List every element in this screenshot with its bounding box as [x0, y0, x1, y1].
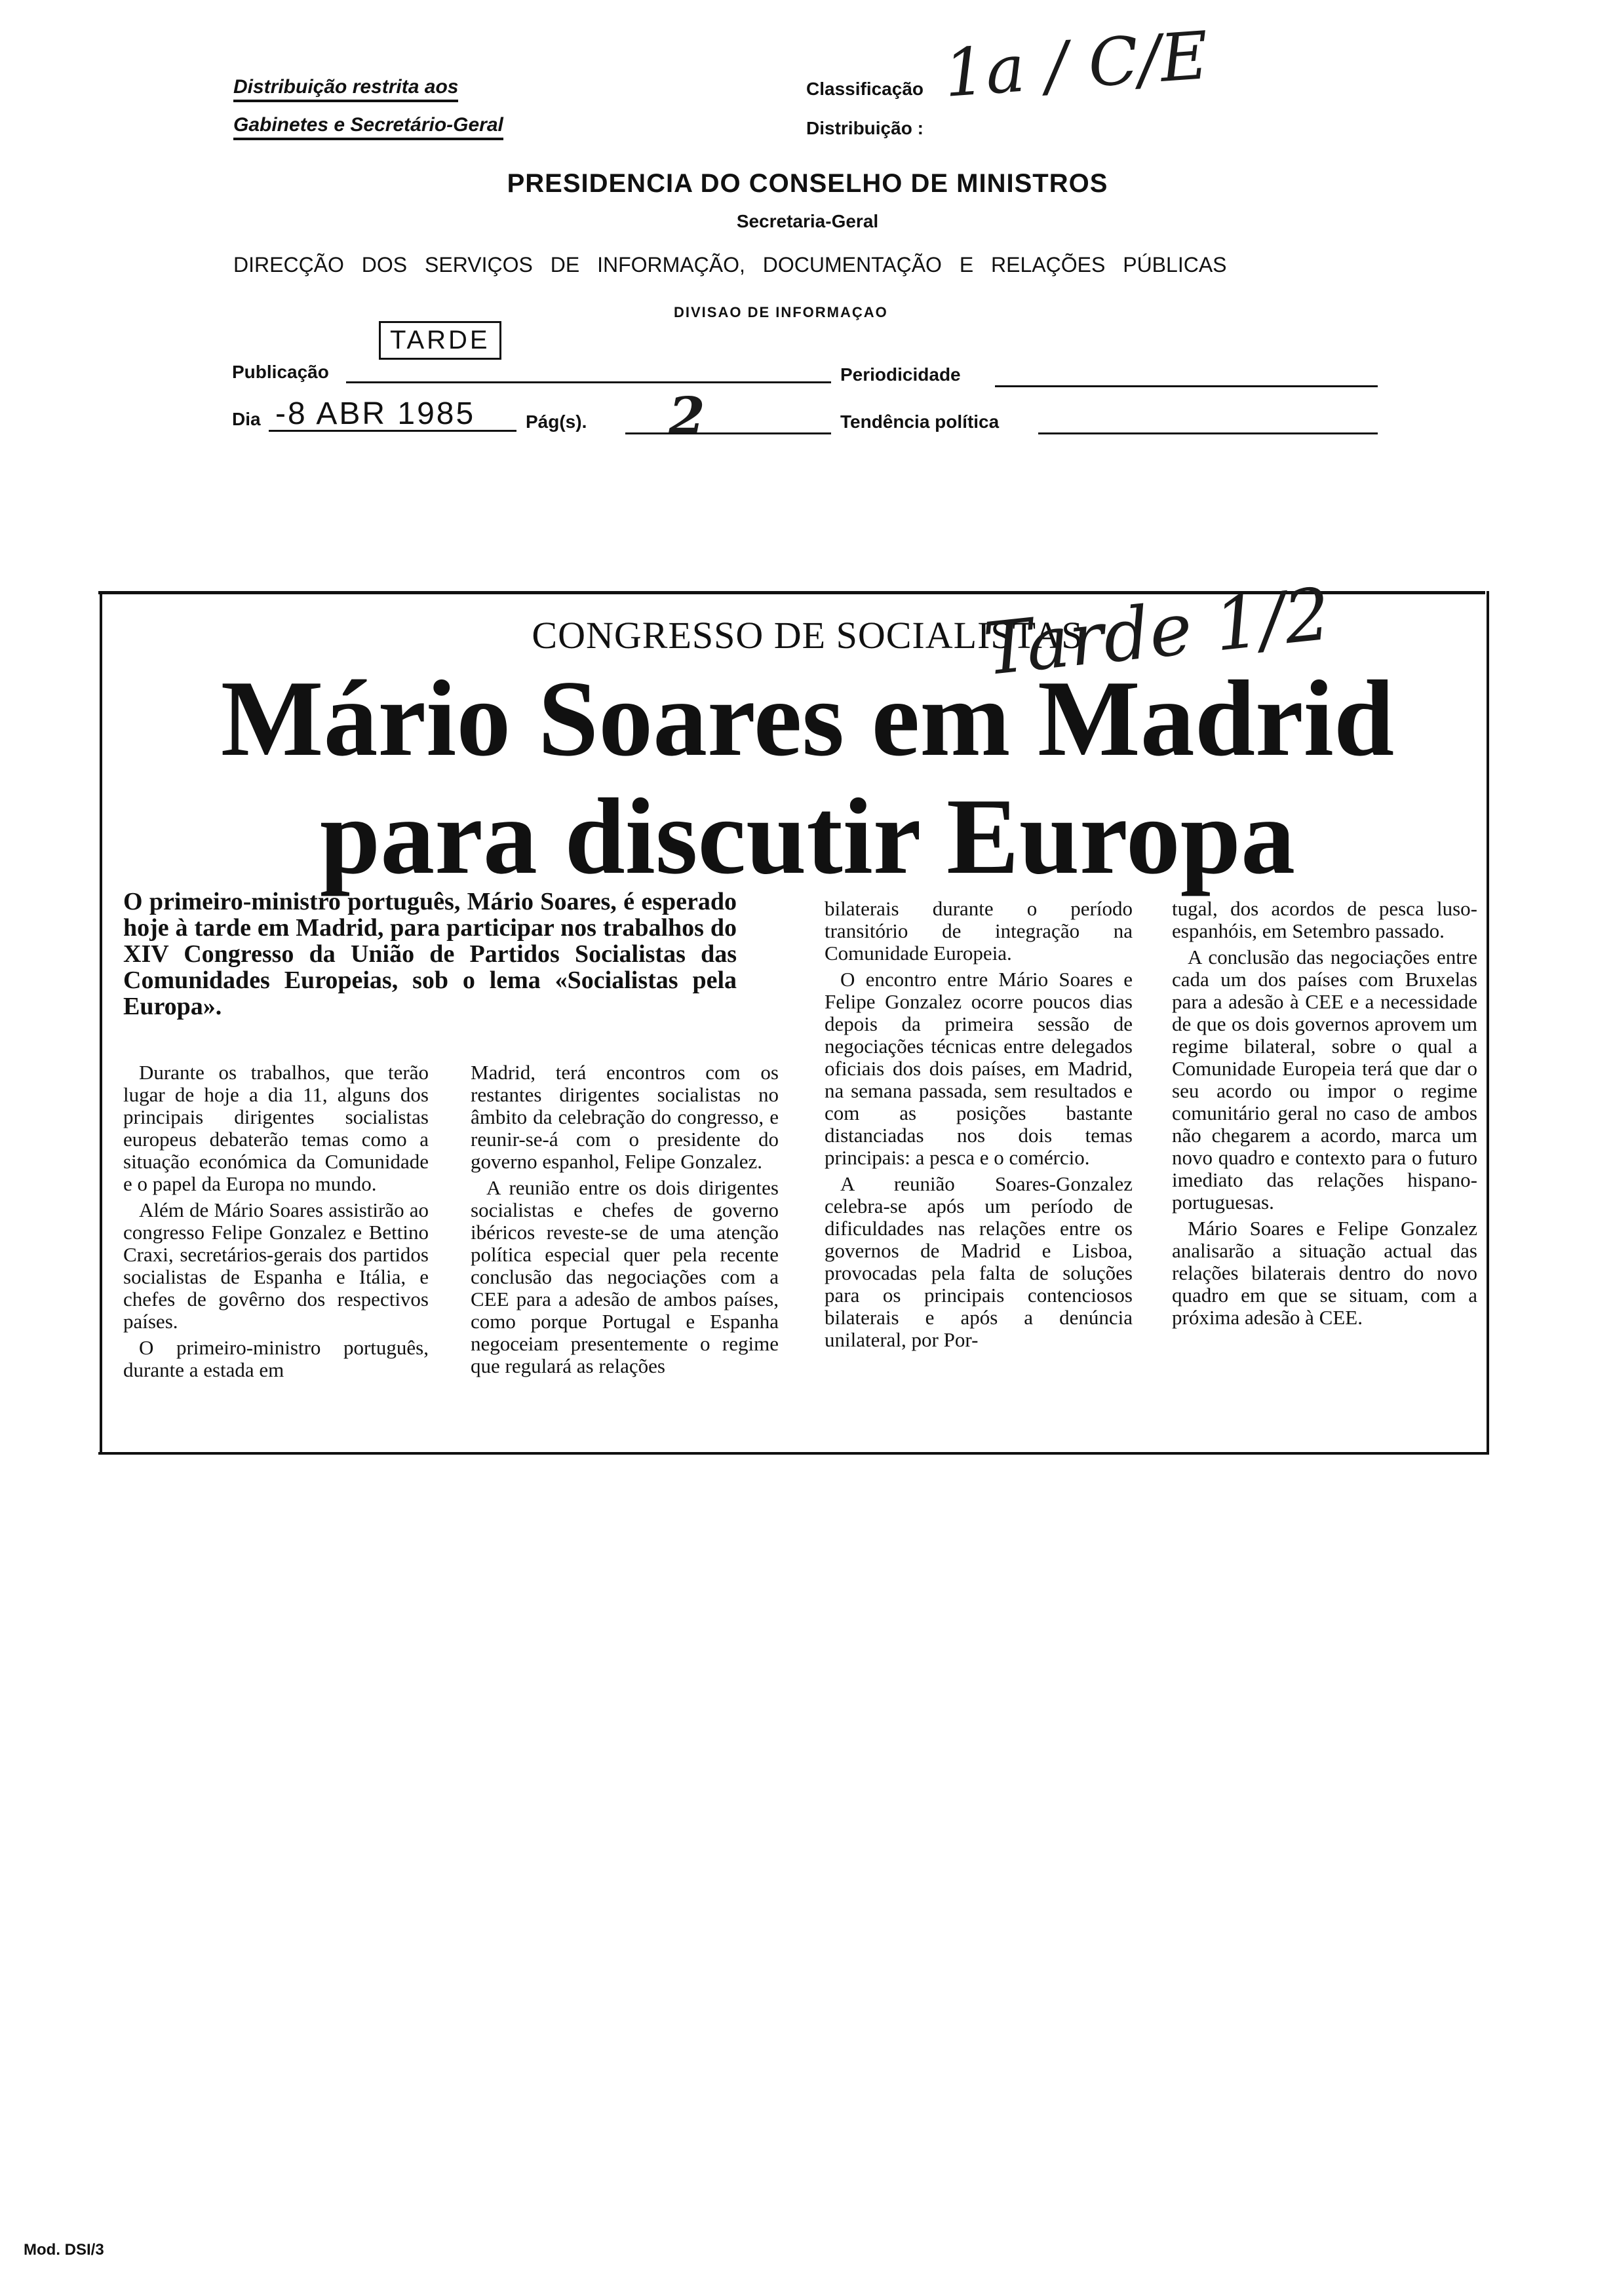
- article-headline-line2: para discutir Europa: [319, 776, 1296, 896]
- column-4-paragraph: A conclusão das negociações entre cada um dos países com Bruxelas para a adesão à CEE e a necessidade de que os dois governos aprovem um regime bilateral, sobre o qual a Comunidade Europeia terá que dar o seu acordo ou impor o regime comunitário geral no caso de ambos não chegarem a acordo, marca um novo quadro e contexto para o futuro imediato das relações hispano-portuguesas.: [1172, 946, 1477, 1214]
- office-title: PRESIDENCIA DO CONSELHO DE MINISTROS: [507, 169, 1108, 198]
- publication-label: Publicação: [232, 362, 329, 382]
- column-3-paragraph: A reunião Soares-Gonzalez celebra-se após um período de dificuldades nas relações entre os governos de Madrid e Lisboa, provocadas pela falta de soluções para os principais contenciosos bilaterais e após a denúncia unilateral, por Por-: [825, 1172, 1133, 1351]
- article-column-2: [471, 1062, 779, 1381]
- publication-stamp: TARDE: [379, 321, 501, 360]
- restricted-distribution-line1: Distribuição restrita aos: [233, 76, 458, 102]
- article-headline-line1: Mário Soares em Madrid: [220, 658, 1395, 778]
- pages-label: Pág(s).: [526, 411, 587, 432]
- column-4-paragraph: tugal, dos acordos de pesca luso-espanhóis, em Setembro passado.: [1172, 897, 1477, 942]
- handwritten-annotation: Tarde 1/2: [979, 571, 1334, 692]
- restricted-distribution-line2: Gabinetes e Secretário-Geral: [233, 114, 503, 140]
- column-4-paragraph: Mário Soares e Felipe Gonzalez analisarão a situação actual das relações bilaterais dentro do novo quadro em que se situam, com a próxima adesão à CEE.: [1172, 1217, 1477, 1329]
- periodicity-label: Periodicidade: [840, 364, 961, 385]
- periodicity-line: [995, 385, 1378, 387]
- office-subtitle: Secretaria-Geral: [736, 211, 879, 231]
- tendency-label: Tendência política: [840, 411, 1000, 432]
- column-3-paragraph: bilaterais durante o período transitório de integração na Comunidade Europeia.: [825, 897, 1133, 965]
- form-model-code: Mod. DSI/3: [24, 2241, 104, 2259]
- day-stamp: -8 ABR 1985: [275, 396, 476, 431]
- day-label: Dia: [232, 409, 261, 429]
- column-1-paragraph: O primeiro-ministro português, durante a estada em: [123, 1336, 429, 1381]
- article-column-3: [825, 898, 1133, 1355]
- column-2-paragraph: Madrid, terá encontros com os restantes dirigentes socialistas no âmbito da celebração do congresso, e reunir-se-á com o presidente do governo espanhol, Felipe Gonzalez.: [471, 1061, 779, 1173]
- article-kicker: CONGRESSO DE SOCIALISTAS: [532, 614, 1083, 657]
- tendency-line: [1038, 432, 1378, 434]
- article-column-4: [1172, 898, 1477, 1333]
- column-1-paragraph: Além de Mário Soares assistirão ao congresso Felipe Gonzalez e Bettino Craxi, secretários-gerais dos partidos socialistas de Espanha e Itália, e chefes de govêrno dos respectivos países.: [123, 1198, 429, 1333]
- column-3-paragraph: O encontro entre Mário Soares e Felipe Gonzalez ocorre poucos dias depois da primeira sessão de negociações técnicas entre delegados oficiais dos dois países, em Madrid, na semana passada, sem resultados e com as posições bastante distanciadas nos dois temas principais: a pesca e o comércio.: [825, 968, 1133, 1169]
- handwritten-classification: 1a / C/E: [941, 17, 1211, 112]
- office-direction: DIRECÇÃO DOS SERVIÇOS DE INFORMAÇÃO, DOCUMENTAÇÃO E RELAÇÕES PÚBLICAS: [233, 253, 1227, 277]
- pages-line: [625, 432, 831, 434]
- article-column-1: [123, 1062, 429, 1385]
- article-lead: O primeiro-ministro português, Mário Soares, é esperado hoje à tarde em Madrid, para participar nos trabalhos do XIV Congresso da União de Partidos Socialistas das Comunidades Europeias, sob o lema «Socialistas pela Europa».: [123, 888, 737, 1020]
- publication-line: [346, 381, 831, 383]
- distribution-label: Distribuição :: [806, 118, 924, 138]
- classification-label: Classificação: [806, 79, 924, 99]
- day-line: [269, 430, 516, 432]
- column-1-paragraph: Durante os trabalhos, que terão lugar de hoje a dia 11, alguns dos principais dirigentes socialistas europeus debaterão temas como a situação económica da Comunidade e o papel da Europa no mundo.: [123, 1061, 429, 1195]
- pages-handwritten: 2: [669, 385, 705, 447]
- column-2-paragraph: A reunião entre os dois dirigentes socialistas e chefes de governo ibéricos reveste-se de uma atenção política especial quer pela recente conclusão das negociações com a CEE para a adesão de ambos países, como porque Portugal e Espanha negoceiam presentemente o regime que regulará as relações: [471, 1176, 779, 1377]
- office-division: DIVISAO DE INFORMAÇAO: [674, 304, 888, 320]
- clipping-bottom-rule: [98, 1452, 1489, 1455]
